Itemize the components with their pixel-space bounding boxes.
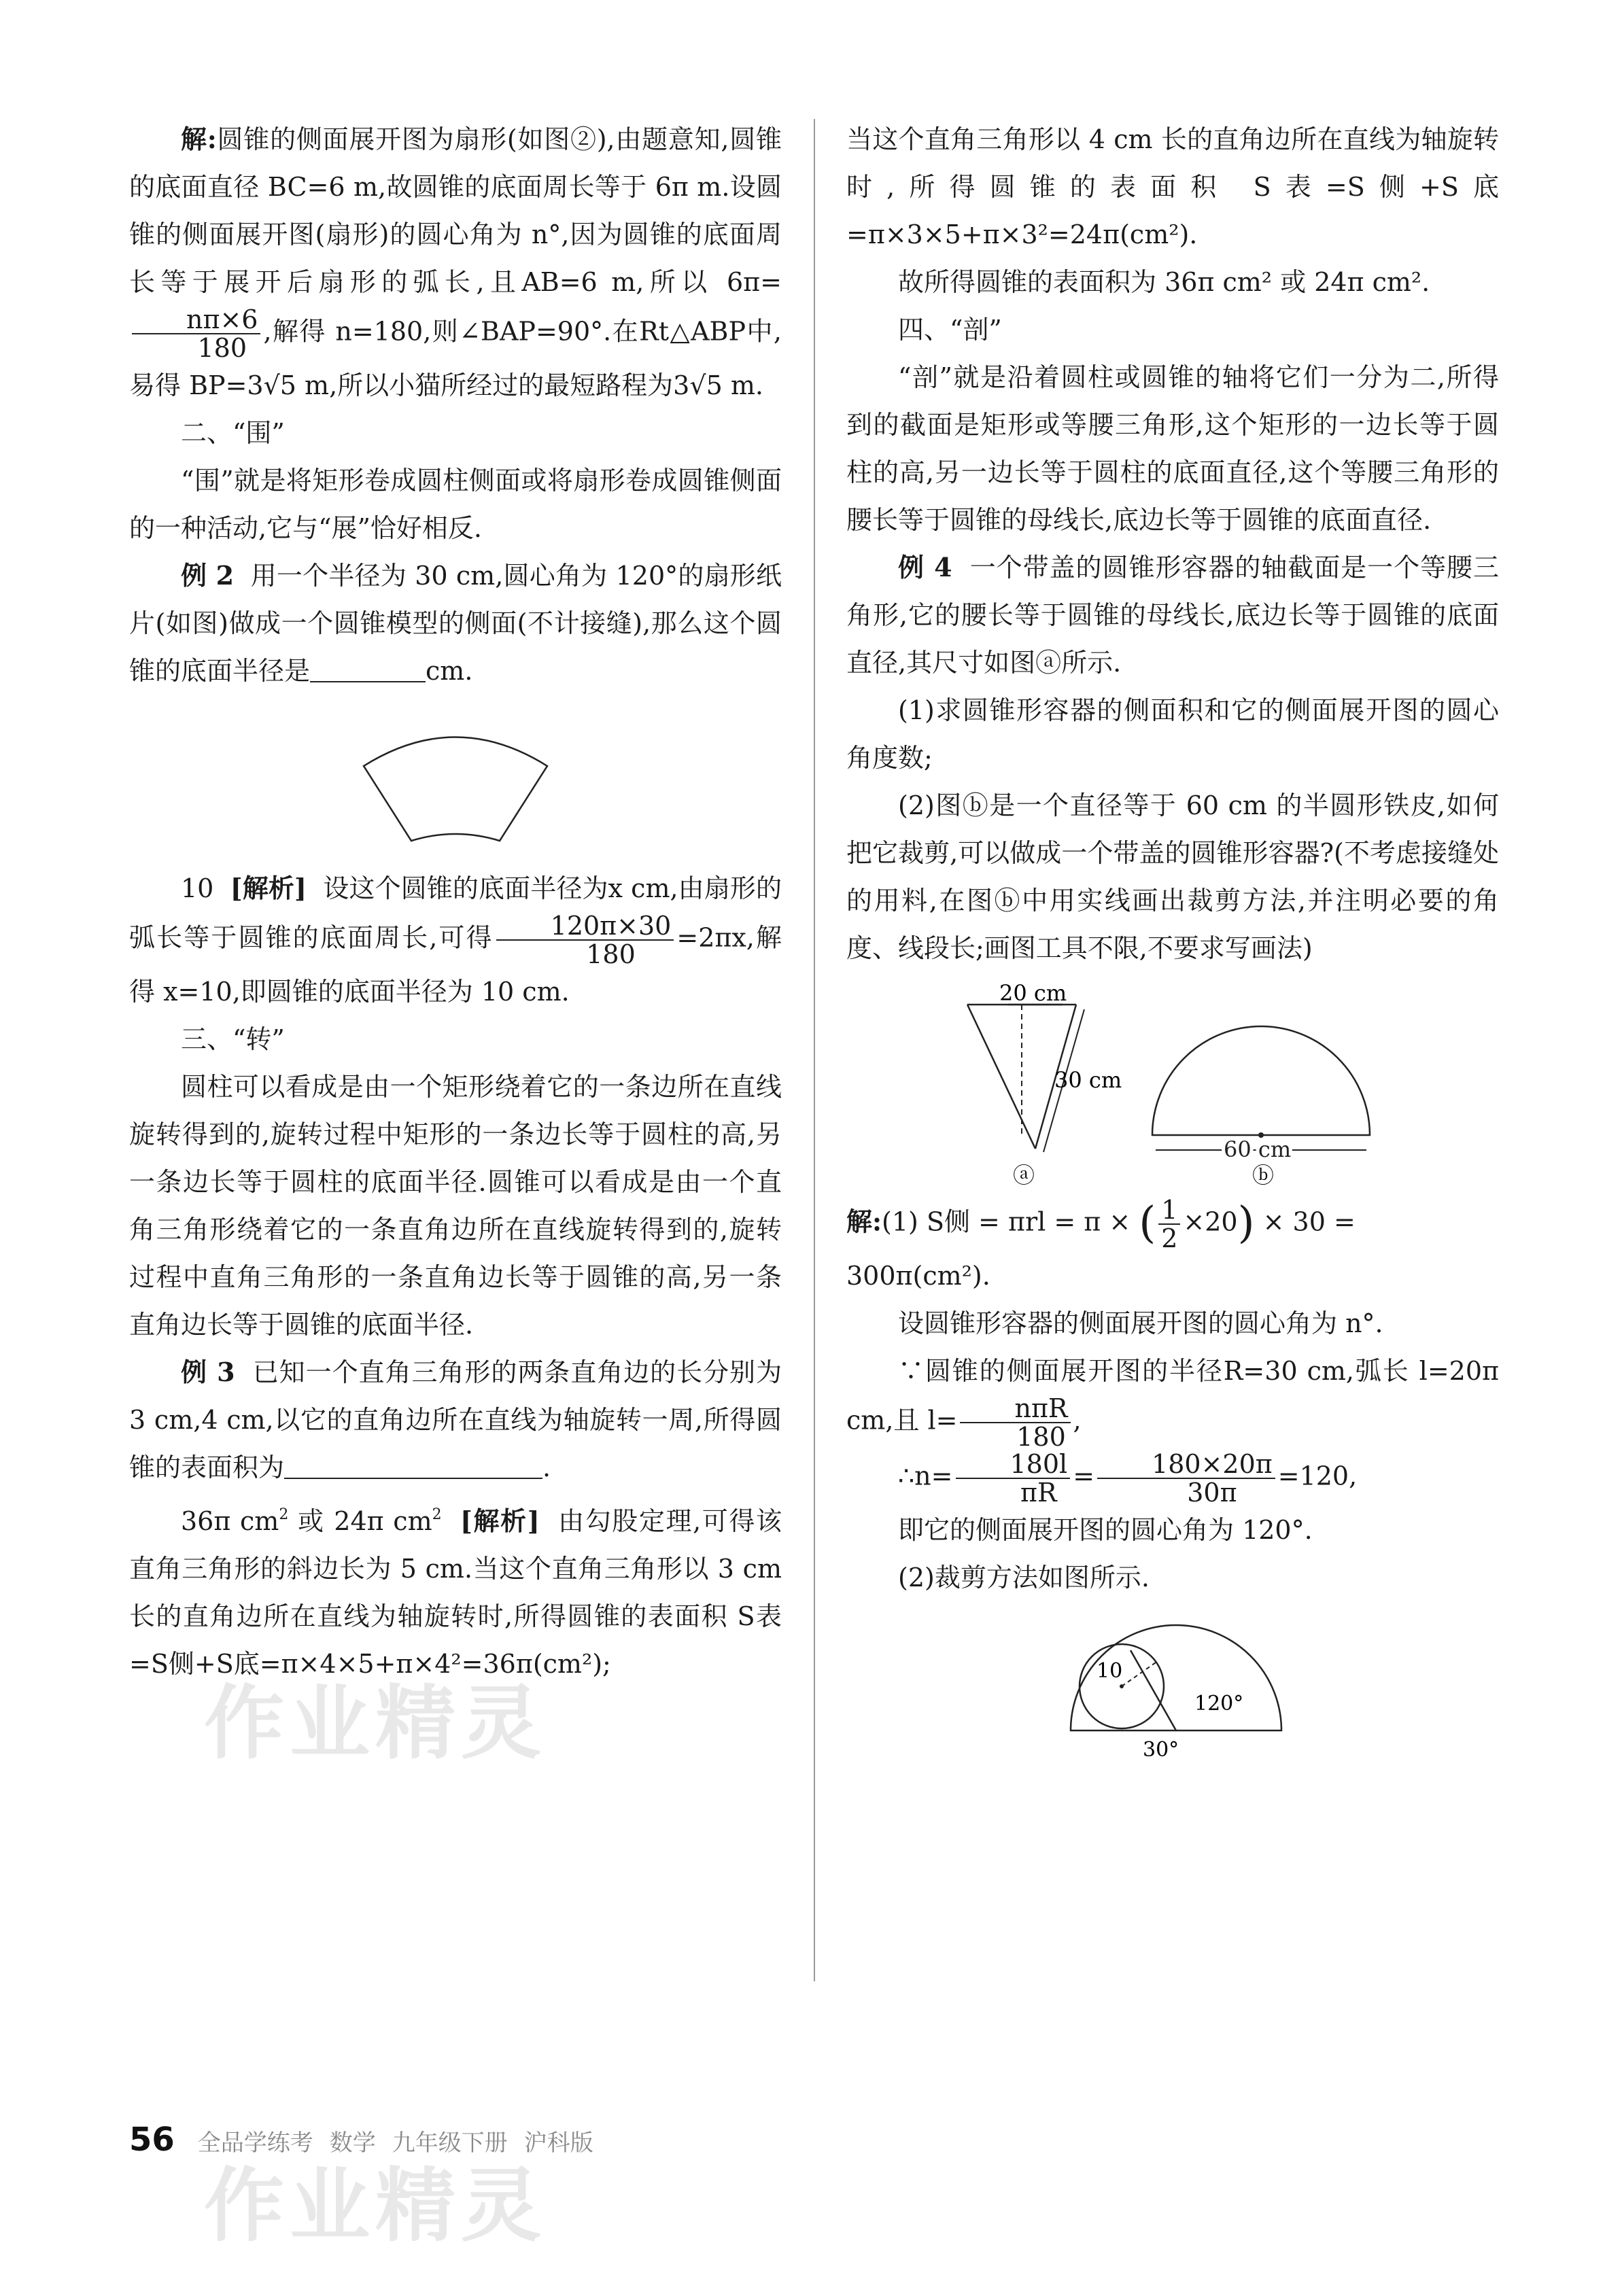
- solution-4-step-4: ∴n= $\frac{180l}{\pi R}$ = $\frac{180\times 20\pi}{30\pi}$ =120,: [898, 1449, 1358, 1508]
- figure-b-semicircle: [1152, 1026, 1370, 1135]
- section-3-text: 圆柱可以看成是由一个矩形绕着它的一条边所在直线旋转得到的,旋转过程中矩形的一条边长等于圆柱的高,另一条边长等于圆柱的底面半径.圆锥可以看成是由一个直角三角形绕着它的一条直角边所在直线旋转得到的,旋转过程中直角三角形的一条直角边长等于圆锥的高,另一条直角边长等于圆锥的底面半径.: [129, 1072, 782, 1340]
- fraction: $\frac{\text{nπR}}{180}$: [960, 1395, 1070, 1450]
- fraction: $\frac{1}{2}$: [1158, 1196, 1180, 1252]
- left-column: [129, 116, 782, 1688]
- example-4-question-1: (1)求圆锥形容器的侧面积和它的侧面展开图的圆心角度数;: [846, 695, 1499, 773]
- solution-label: 解:: [181, 124, 217, 154]
- column-divider: [814, 119, 815, 1981]
- example-2: 例 2 用一个半径为 30 cm,圆心角为 120°的扇形纸片(如图)做成一个圆锥模型的侧面(不计接缝),那么这个圆锥的底面半径是 cm.: [129, 560, 782, 686]
- footer-subject: 数学: [329, 2129, 376, 2157]
- solution-4-step-6: (2)裁剪方法如图所示.: [898, 1563, 1150, 1593]
- watermark: 作业精灵: [204, 1676, 547, 1770]
- section-2-title: 二、“围”: [181, 418, 285, 448]
- fraction: $\frac{180\times 20\pi}{30\pi}$: [1097, 1450, 1275, 1506]
- example-4: 例 4 一个带盖的圆锥形容器的轴截面是一个等腰三角形,它的腰长等于圆锥的母线长,底边长等于圆锥的底面直径,其尺寸如图ⓐ所示.: [846, 552, 1499, 678]
- fraction: $\frac{n\pi\times 6}{180}$: [132, 306, 260, 362]
- section-2-text: “围”就是将矩形卷成圆柱侧面或将扇形卷成圆锥侧面的一种活动,它与“展”恰好相反.: [129, 466, 782, 543]
- footer-grade: 九年级下册: [392, 2129, 508, 2157]
- cut-line: [1131, 1650, 1176, 1730]
- fraction: $\frac{180l}{\pi R}$: [956, 1450, 1071, 1506]
- figure-a-side-label: 30 cm: [1054, 1067, 1122, 1093]
- solution-4-step-2: 设圆锥形容器的侧面展开图的圆心角为 n°.: [898, 1308, 1383, 1338]
- figure-a-top-label: 20 cm: [999, 980, 1067, 1006]
- answer-blank: [284, 1455, 542, 1479]
- footer-edition: 沪科版: [523, 2129, 593, 2157]
- solution-4-result: 300π(cm²).: [846, 1261, 990, 1291]
- section-4-title: 四、“剖”: [898, 315, 1002, 345]
- solution-4-step-5: 即它的侧面展开图的圆心角为 120°.: [898, 1515, 1313, 1545]
- answer-2: 10 [解析] 设这个圆锥的底面半径为x cm,由扇形的弧长等于圆锥的底面周长,可得 $\frac{120\pi\times 30}{180}$ =2πx,解得 x=10,即圆锥的底面半径为 10 cm.: [129, 873, 782, 1007]
- angle-120-label: 120°: [1194, 1692, 1244, 1716]
- figure-b-label: ⓑ: [1252, 1162, 1275, 1188]
- footer-brand: 全品学练考: [197, 2129, 313, 2157]
- example-label: 例 4: [898, 552, 952, 582]
- solution-1: 解:圆锥的侧面展开图为扇形(如图②),由题意知,圆锥的底面直径 BC=6 m,故圆锥的底面周长等于 6π m.设圆锥的侧面展开图(扇形)的圆心角为 n°,因为圆锥的底面周长等于展开后扇形的弧长,且AB=6 m,所以 6π= $\frac{n\pi\times 6}{180}$ ,解得 n=180,则∠BAP=90°.在Rt△ABP中,易得 BP=3√5 m,所以小猫所经过的最短路程为3√5 m.: [129, 124, 782, 400]
- right-column: [846, 116, 1499, 1758]
- cutting-figure: [846, 1601, 1499, 1758]
- answer-3: 36π $cm^2$ 或 24π $cm^2$ [解析] 由勾股定理,可得该直角三角形的斜边长为 5 cm.当这个直角三角形以 3 cm 长的直角边所在直线为轴旋转时,所得圆锥的表面积 S表=S侧+S底=π×4×5+π×4²=36π(cm²);: [129, 1506, 782, 1679]
- example-4-question-2: (2)图ⓑ是一个直径等于 60 cm 的半圆形铁皮,如何把它裁剪,可以做成一个带盖的圆锥形容器?(不考虑接缝处的用料,在图ⓑ中用实线画出裁剪方法,并注明必要的角度、线段长;画图工具不限,不要求写画法): [846, 790, 1499, 963]
- conclusion-3: 故所得圆锥的表面积为 36π cm² 或 24π cm².: [898, 267, 1430, 297]
- angle-30-label: 30°: [1143, 1738, 1179, 1758]
- solution-4-step-3: ∵圆锥的侧面展开图的半径R=30 cm,弧长 l=20π cm,且 l= $\frac{\text{nπR}}{180}$ ,: [846, 1356, 1499, 1452]
- sector-figure: [129, 695, 782, 865]
- answer-3-continued: 当这个直角三角形以 4 cm 长的直角边所在直线为轴旋转时,所得圆锥的表面积 S表=S侧+S底=π×3×5+π×3²=24π(cm²).: [846, 124, 1499, 249]
- example-3: 例 3 已知一个直角三角形的两条直角边的长分别为 3 cm,4 cm,以它的直角边所在直线为轴旋转一周,所得圆锥的表面积为 .: [129, 1357, 782, 1482]
- example-label: 例 3: [181, 1357, 235, 1387]
- section-3-title: 三、“转”: [181, 1024, 285, 1054]
- page-number: 56: [129, 2121, 175, 2159]
- figure-b-diameter-label: 60 cm: [1224, 1136, 1292, 1162]
- example-label: 例 2: [181, 560, 235, 591]
- section-4-text: “剖”就是沿着圆柱或圆锥的轴将它们一分为二,所得到的截面是矩形或等腰三角形,这个矩形的一边长等于圆柱的高,另一边长等于圆柱的底面直径,这个等腰三角形的腰长等于圆锥的母线长,底边长等于圆锥的底面直径.: [846, 362, 1499, 535]
- fraction: $\frac{120\pi\times 30}{180}$: [496, 912, 674, 968]
- answer-blank: [310, 658, 426, 682]
- figure-a-label: ⓐ: [1013, 1162, 1035, 1188]
- watermark: 作业精灵: [204, 2159, 547, 2252]
- solution-4-part-1: 解:(1) S侧 = πrl = π × ( $\frac{1}{2}$ ×20) × 30 =: [846, 1195, 1356, 1253]
- lid-radius-label: 10: [1097, 1659, 1123, 1683]
- sector-shape: [364, 737, 547, 841]
- container-figures: [846, 972, 1499, 1196]
